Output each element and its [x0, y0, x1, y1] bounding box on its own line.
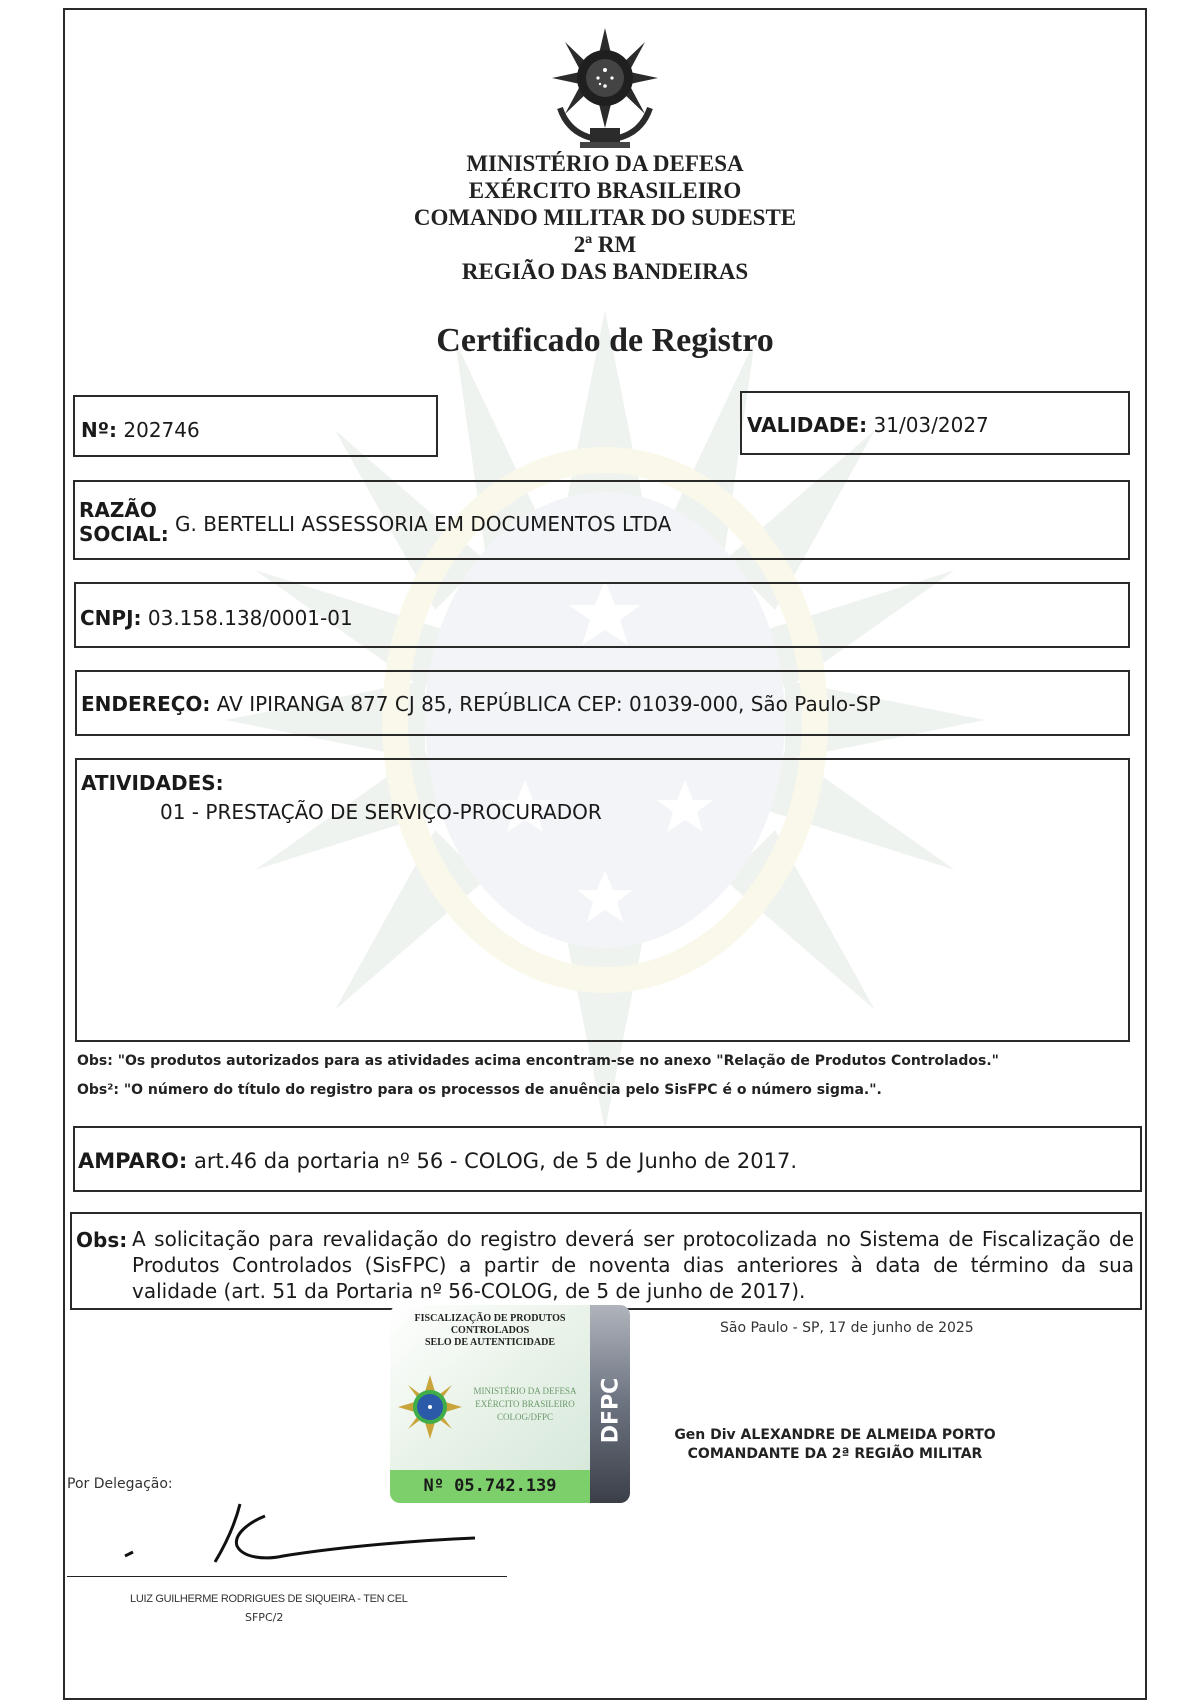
amparo-label: AMPARO:: [78, 1149, 188, 1173]
amparo-value: art.46 da portaria nº 56 - COLOG, de 5 de Junho de 2017.: [193, 1149, 797, 1173]
seal-org-line1: MINISTÉRIO DA DEFESA: [473, 1386, 577, 1396]
delegation-name: LUIZ GUILHERME RODRIGUES DE SIQUEIRA - TEN CEL: [130, 1593, 408, 1605]
seal-title-line3: SELO DE AUTENTICIDADE: [424, 1337, 556, 1348]
delegation-unit: SFPC/2: [245, 1611, 284, 1624]
handwritten-signature: [115, 1494, 535, 1574]
cnpj-label: CNPJ:: [80, 606, 142, 630]
header-region-name: REGIÃO DAS BANDEIRAS: [461, 259, 749, 284]
seal-org-line2: EXÉRCITO BRASILEIRO: [475, 1399, 575, 1409]
certificate-page: [63, 8, 1147, 1700]
obs-note-2: Obs²: "O número do título do registro para os processos de anuência pelo SisFPC é o número sigma.".: [77, 1082, 882, 1098]
signatory-name: Gen Div ALEXANDRE DE ALMEIDA PORTO: [674, 1427, 996, 1443]
seal-side-text: DFPC: [598, 1377, 624, 1443]
activity-item: 01 - PRESTAÇÃO DE SERVIÇO-PROCURADOR: [160, 800, 602, 824]
seal-org-line3: COLOG/DFPC: [496, 1412, 553, 1422]
validity-value: 31/03/2027: [873, 413, 989, 437]
seal-title-line2: CONTROLADOS: [450, 1325, 530, 1336]
signature-line: [67, 1576, 507, 1577]
authenticity-seal: [390, 1305, 630, 1503]
registration-number-box: [73, 395, 438, 457]
cnpj-value: 03.158.138/0001-01: [147, 606, 353, 630]
company-name-box: [73, 480, 1130, 560]
seal-title-line1: FISCALIZAÇÃO DE PRODUTOS: [414, 1313, 566, 1324]
renewal-obs-box: [70, 1212, 1142, 1310]
company-name-value: G. BERTELLI ASSESSORIA EM DOCUMENTOS LTDA: [175, 512, 672, 536]
signatory-role: COMANDANTE DA 2ª REGIÃO MILITAR: [687, 1446, 983, 1462]
certificate-title: Certificado de Registro: [436, 322, 774, 359]
header-army: EXÉRCITO BRASILEIRO: [468, 178, 742, 203]
seal-number: Nº 05.742.139: [423, 1476, 557, 1496]
renewal-obs-text: A solicitação para revalidação do registro deverá ser protocolizada no Sistema de Fiscalização de Produtos Controlados (SisFPC) a partir de noventa dias anteriores à data de término da sua validade (art. 51 da Portaria nº 56-COLOG, de 5 de junho de 2017).: [132, 1227, 1134, 1303]
registration-number-label: Nº:: [81, 418, 118, 442]
address-box: [75, 670, 1130, 736]
amparo-box: [73, 1126, 1142, 1192]
renewal-obs-label: Obs:: [76, 1228, 128, 1252]
company-label-line1: RAZÃO: [79, 498, 157, 522]
delegation-label: Por Delegação:: [67, 1476, 173, 1492]
header-region-number: 2ª RM: [573, 232, 637, 257]
activities-label: ATIVIDADES:: [81, 771, 224, 795]
address-value: AV IPIRANGA 877 CJ 85, REPÚBLICA CEP: 01039-000, São Paulo-SP: [216, 692, 881, 716]
header-ministry: MINISTÉRIO DA DEFESA: [466, 151, 744, 176]
registration-number-value: 202746: [123, 418, 200, 442]
company-label-line2: SOCIAL:: [79, 522, 169, 546]
obs-note-1: Obs: "Os produtos autorizados para as atividades acima encontram-se no anexo "Relação de Produtos Controlados.": [77, 1053, 999, 1069]
header-command: COMANDO MILITAR DO SUDESTE: [413, 205, 797, 230]
validity-box: [740, 391, 1130, 455]
address-label: ENDEREÇO:: [81, 692, 211, 716]
cnpj-box: [74, 582, 1130, 648]
validity-label: VALIDADE:: [747, 413, 868, 437]
activities-box: [75, 758, 1130, 1042]
coat-of-arms-emblem: [540, 28, 670, 153]
place-date: São Paulo - SP, 17 de junho de 2025: [720, 1320, 974, 1336]
